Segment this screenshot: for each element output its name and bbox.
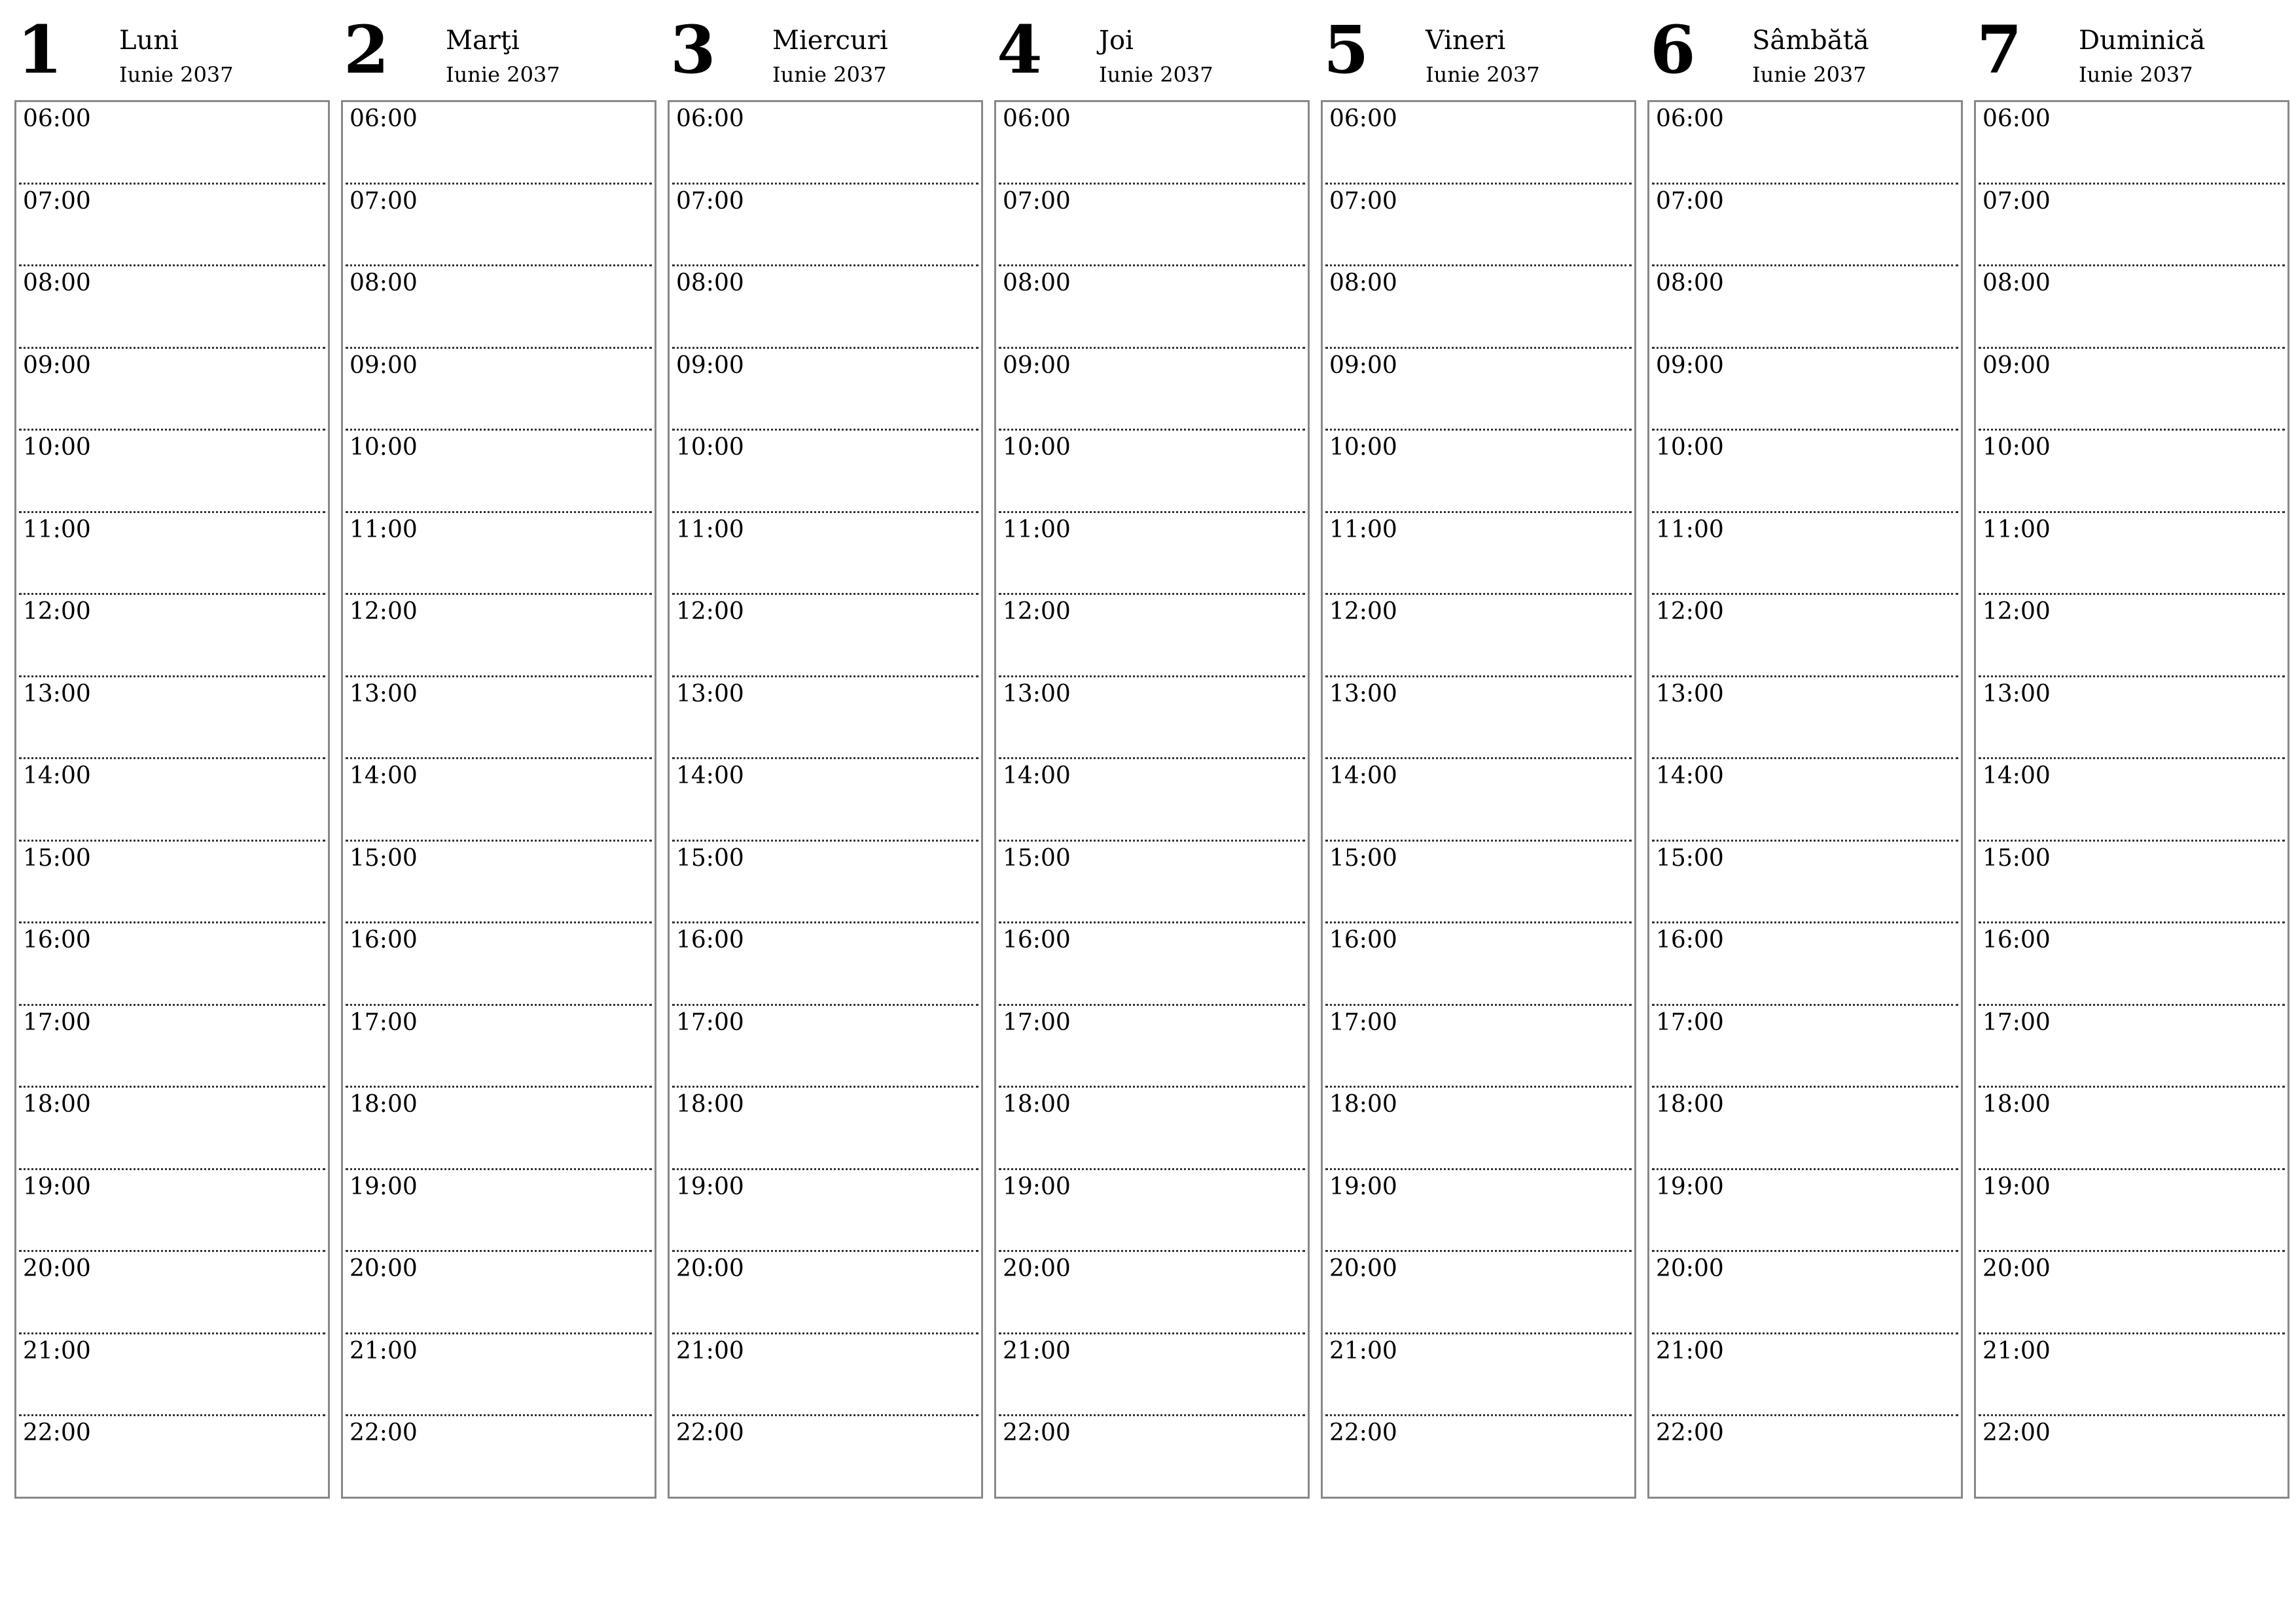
time-label: 14:00 <box>23 762 91 789</box>
time-slot[interactable] <box>16 759 328 842</box>
day-schedule-box <box>341 100 656 1499</box>
day-number: 5 <box>1323 11 1369 88</box>
time-slot[interactable] <box>343 431 655 513</box>
day-column <box>1647 0 1962 1505</box>
time-slot[interactable] <box>1649 185 1961 267</box>
time-slot[interactable] <box>1323 1416 1634 1499</box>
time-label: 19:00 <box>1329 1173 1397 1200</box>
time-label: 09:00 <box>676 351 744 379</box>
time-slot[interactable] <box>1323 349 1634 431</box>
time-slot[interactable] <box>16 923 328 1006</box>
time-label: 15:00 <box>676 844 744 872</box>
time-slot[interactable] <box>1649 431 1961 513</box>
time-slot[interactable] <box>1323 1006 1634 1088</box>
time-slot[interactable] <box>16 513 328 596</box>
day-column <box>14 0 329 1505</box>
time-label: 14:00 <box>676 762 744 789</box>
day-header <box>341 0 655 98</box>
time-label: 17:00 <box>23 1008 91 1036</box>
time-slot[interactable] <box>996 1334 1308 1417</box>
time-slot[interactable] <box>343 185 655 267</box>
time-label: 10:00 <box>1656 434 1724 461</box>
time-label: 19:00 <box>1982 1173 2051 1200</box>
time-slot[interactable] <box>1323 595 1634 677</box>
time-label: 15:00 <box>23 844 91 872</box>
time-label: 18:00 <box>23 1091 91 1118</box>
time-label: 15:00 <box>1982 844 2051 872</box>
time-slot[interactable] <box>1323 1088 1634 1170</box>
day-name: Miercuri <box>772 26 888 56</box>
time-label: 22:00 <box>1982 1419 2051 1446</box>
time-slot[interactable] <box>16 677 328 760</box>
time-label: 15:00 <box>1656 844 1724 872</box>
time-slot[interactable] <box>996 431 1308 513</box>
time-label: 20:00 <box>1656 1255 1724 1282</box>
time-slot[interactable] <box>670 677 981 760</box>
day-number: 4 <box>997 11 1043 88</box>
day-number: 2 <box>344 11 389 88</box>
time-slot[interactable] <box>1976 513 2287 596</box>
time-label: 13:00 <box>1003 680 1071 707</box>
time-label: 18:00 <box>1656 1091 1724 1118</box>
time-label: 16:00 <box>1003 927 1071 954</box>
time-label: 21:00 <box>350 1337 418 1364</box>
time-slot[interactable] <box>670 1416 981 1499</box>
day-header <box>1321 0 1635 98</box>
time-slot[interactable] <box>996 759 1308 842</box>
day-name: Vineri <box>1426 26 1506 56</box>
time-slot[interactable] <box>670 842 981 924</box>
time-slot[interactable] <box>670 1252 981 1334</box>
time-label: 06:00 <box>1329 105 1397 132</box>
time-slot[interactable] <box>16 1416 328 1499</box>
time-slot[interactable] <box>1323 266 1634 349</box>
time-label: 10:00 <box>676 434 744 461</box>
time-label: 13:00 <box>1329 680 1397 707</box>
time-slot[interactable] <box>343 677 655 760</box>
time-slot[interactable] <box>996 677 1308 760</box>
time-slot[interactable] <box>1323 1334 1634 1417</box>
time-slot[interactable] <box>343 1334 655 1417</box>
time-label: 08:00 <box>1982 270 2051 296</box>
time-label: 15:00 <box>350 844 418 872</box>
time-slot[interactable] <box>1649 349 1961 431</box>
time-slot[interactable] <box>1323 842 1634 924</box>
time-slot[interactable] <box>16 102 328 185</box>
time-label: 20:00 <box>676 1255 744 1282</box>
time-slot[interactable] <box>343 923 655 1006</box>
time-slot[interactable] <box>1649 266 1961 349</box>
time-slot[interactable] <box>16 1252 328 1334</box>
time-slot[interactable] <box>670 185 981 267</box>
time-label: 22:00 <box>1656 1419 1724 1446</box>
time-label: 12:00 <box>23 598 91 625</box>
time-label: 07:00 <box>676 187 744 215</box>
time-slot[interactable] <box>16 349 328 431</box>
time-slot[interactable] <box>996 923 1308 1006</box>
time-label: 20:00 <box>350 1255 418 1282</box>
time-slot[interactable] <box>16 842 328 924</box>
time-label: 08:00 <box>1003 270 1071 296</box>
time-slot[interactable] <box>996 1006 1308 1088</box>
time-label: 22:00 <box>1003 1419 1071 1446</box>
time-label: 15:00 <box>1329 844 1397 872</box>
time-label: 22:00 <box>23 1419 91 1446</box>
time-slot[interactable] <box>1649 1416 1961 1499</box>
time-label: 11:00 <box>1003 516 1071 543</box>
time-label: 18:00 <box>1982 1091 2051 1118</box>
time-slot[interactable] <box>670 1170 981 1253</box>
time-slot[interactable] <box>343 266 655 349</box>
day-month: Iunie 2037 <box>446 62 560 87</box>
time-label: 18:00 <box>1329 1091 1397 1118</box>
time-label: 07:00 <box>1003 187 1071 215</box>
time-label: 09:00 <box>23 351 91 379</box>
time-label: 11:00 <box>350 516 418 543</box>
time-slot[interactable] <box>1323 185 1634 267</box>
time-slot[interactable] <box>996 102 1308 185</box>
time-slot[interactable] <box>1649 102 1961 185</box>
time-slot[interactable] <box>1976 1088 2287 1170</box>
time-slot[interactable] <box>1976 1334 2287 1417</box>
time-slot[interactable] <box>343 349 655 431</box>
time-slot[interactable] <box>1323 759 1634 842</box>
day-number: 1 <box>17 11 63 88</box>
day-month: Iunie 2037 <box>1099 62 1213 87</box>
time-slot[interactable] <box>1976 595 2287 677</box>
time-label: 06:00 <box>1982 105 2051 132</box>
day-column <box>668 0 982 1505</box>
time-label: 21:00 <box>1656 1337 1724 1364</box>
time-label: 16:00 <box>1656 927 1724 954</box>
day-column <box>1321 0 1635 1505</box>
day-schedule-box <box>1974 100 2289 1499</box>
day-column <box>341 0 655 1505</box>
time-label: 10:00 <box>23 434 91 461</box>
time-label: 13:00 <box>23 680 91 707</box>
time-label: 06:00 <box>23 105 91 132</box>
time-label: 07:00 <box>1982 187 2051 215</box>
time-label: 11:00 <box>1982 516 2051 543</box>
day-name: Joi <box>1099 26 1134 56</box>
time-slot[interactable] <box>343 1170 655 1253</box>
day-column <box>994 0 1308 1505</box>
time-label: 10:00 <box>1982 434 2051 461</box>
time-slot[interactable] <box>1323 1252 1634 1334</box>
time-label: 11:00 <box>23 516 91 543</box>
time-slot[interactable] <box>1649 677 1961 760</box>
time-label: 12:00 <box>1982 598 2051 625</box>
day-header <box>1974 0 2288 98</box>
time-label: 19:00 <box>350 1173 418 1200</box>
time-slot[interactable] <box>670 759 981 842</box>
time-slot[interactable] <box>343 102 655 185</box>
time-slot[interactable] <box>670 1088 981 1170</box>
time-label: 17:00 <box>350 1008 418 1036</box>
time-label: 10:00 <box>1003 434 1071 461</box>
time-slot[interactable] <box>343 1252 655 1334</box>
day-number: 6 <box>1650 11 1696 88</box>
time-label: 09:00 <box>1982 351 2051 379</box>
time-slot[interactable] <box>1323 1170 1634 1253</box>
time-slot[interactable] <box>1323 513 1634 596</box>
day-column <box>1974 0 2288 1505</box>
time-slot[interactable] <box>1323 677 1634 760</box>
day-name: Luni <box>119 26 179 56</box>
time-slot[interactable] <box>996 595 1308 677</box>
time-slot[interactable] <box>1976 759 2287 842</box>
day-number: 3 <box>670 11 716 88</box>
time-label: 07:00 <box>1329 187 1397 215</box>
time-slot[interactable] <box>1323 431 1634 513</box>
time-slot[interactable] <box>1649 1088 1961 1170</box>
time-label: 22:00 <box>1329 1419 1397 1446</box>
time-label: 17:00 <box>1656 1008 1724 1036</box>
time-slot[interactable] <box>1649 513 1961 596</box>
time-label: 07:00 <box>1656 187 1724 215</box>
time-slot[interactable] <box>996 1170 1308 1253</box>
time-slot[interactable] <box>16 1088 328 1170</box>
time-label: 20:00 <box>23 1255 91 1282</box>
time-slot[interactable] <box>670 349 981 431</box>
day-schedule-box <box>1321 100 1636 1499</box>
time-slot[interactable] <box>343 842 655 924</box>
time-slot[interactable] <box>1976 266 2287 349</box>
time-slot[interactable] <box>1976 1170 2287 1253</box>
time-label: 14:00 <box>1982 762 2051 789</box>
time-slot[interactable] <box>1976 1252 2287 1334</box>
time-slot[interactable] <box>1976 185 2287 267</box>
time-label: 16:00 <box>676 927 744 954</box>
time-label: 16:00 <box>1982 927 2051 954</box>
day-schedule-box <box>668 100 983 1499</box>
time-label: 21:00 <box>1003 1337 1071 1364</box>
time-label: 22:00 <box>676 1419 744 1446</box>
time-label: 18:00 <box>350 1091 418 1118</box>
time-slot[interactable] <box>670 595 981 677</box>
time-label: 16:00 <box>350 927 418 954</box>
time-label: 09:00 <box>350 351 418 379</box>
time-label: 13:00 <box>1982 680 2051 707</box>
day-number: 7 <box>1977 11 2022 88</box>
time-slot[interactable] <box>16 1170 328 1253</box>
time-label: 19:00 <box>1003 1173 1071 1200</box>
time-slot[interactable] <box>1976 1006 2287 1088</box>
time-label: 19:00 <box>1656 1173 1724 1200</box>
time-label: 06:00 <box>350 105 418 132</box>
time-slot[interactable] <box>1649 1006 1961 1088</box>
time-slot[interactable] <box>670 1334 981 1417</box>
time-slot[interactable] <box>670 102 981 185</box>
time-slot[interactable] <box>670 923 981 1006</box>
time-slot[interactable] <box>996 1416 1308 1499</box>
time-label: 12:00 <box>1329 598 1397 625</box>
time-slot[interactable] <box>1649 923 1961 1006</box>
time-slot[interactable] <box>1976 349 2287 431</box>
day-month: Iunie 2037 <box>1426 62 1540 87</box>
time-label: 12:00 <box>1656 598 1724 625</box>
time-label: 16:00 <box>23 927 91 954</box>
time-label: 14:00 <box>1656 762 1724 789</box>
time-slot[interactable] <box>343 595 655 677</box>
time-slot[interactable] <box>1649 1170 1961 1253</box>
time-label: 20:00 <box>1329 1255 1397 1282</box>
time-label: 10:00 <box>1329 434 1397 461</box>
time-label: 13:00 <box>676 680 744 707</box>
time-label: 11:00 <box>676 516 744 543</box>
time-label: 13:00 <box>350 680 418 707</box>
time-label: 14:00 <box>1003 762 1071 789</box>
time-label: 11:00 <box>1656 516 1724 543</box>
time-label: 08:00 <box>1329 270 1397 296</box>
time-label: 20:00 <box>1982 1255 2051 1282</box>
time-label: 12:00 <box>1003 598 1071 625</box>
time-slot[interactable] <box>996 266 1308 349</box>
day-header <box>14 0 329 98</box>
time-label: 12:00 <box>350 598 418 625</box>
time-slot[interactable] <box>670 266 981 349</box>
time-slot[interactable] <box>996 185 1308 267</box>
time-slot[interactable] <box>1976 923 2287 1006</box>
time-label: 17:00 <box>676 1008 744 1036</box>
time-label: 15:00 <box>1003 844 1071 872</box>
time-label: 10:00 <box>350 434 418 461</box>
time-slot[interactable] <box>16 185 328 267</box>
time-label: 08:00 <box>350 270 418 296</box>
time-slot[interactable] <box>1323 923 1634 1006</box>
time-label: 17:00 <box>1982 1008 2051 1036</box>
time-slot[interactable] <box>1976 842 2287 924</box>
time-label: 16:00 <box>1329 927 1397 954</box>
time-slot[interactable] <box>996 349 1308 431</box>
day-header <box>994 0 1308 98</box>
time-label: 20:00 <box>1003 1255 1071 1282</box>
day-name: Marţi <box>446 26 520 56</box>
time-slot[interactable] <box>996 1252 1308 1334</box>
time-label: 19:00 <box>23 1173 91 1200</box>
time-label: 22:00 <box>350 1419 418 1446</box>
time-label: 08:00 <box>676 270 744 296</box>
time-label: 09:00 <box>1656 351 1724 379</box>
day-header <box>668 0 982 98</box>
time-label: 21:00 <box>1329 1337 1397 1364</box>
time-label: 12:00 <box>676 598 744 625</box>
time-label: 18:00 <box>676 1091 744 1118</box>
time-label: 09:00 <box>1003 351 1071 379</box>
time-label: 06:00 <box>1003 105 1071 132</box>
day-month: Iunie 2037 <box>1752 62 1867 87</box>
time-slot[interactable] <box>1649 595 1961 677</box>
day-schedule-box <box>14 100 330 1499</box>
time-slot[interactable] <box>1649 1252 1961 1334</box>
time-slot[interactable] <box>16 1334 328 1417</box>
time-slot[interactable] <box>1976 677 2287 760</box>
time-label: 06:00 <box>1656 105 1724 132</box>
time-slot[interactable] <box>343 1416 655 1499</box>
day-month: Iunie 2037 <box>2079 62 2193 87</box>
time-label: 08:00 <box>1656 270 1724 296</box>
time-slot[interactable] <box>996 1088 1308 1170</box>
time-slot[interactable] <box>670 431 981 513</box>
time-slot[interactable] <box>996 513 1308 596</box>
time-slot[interactable] <box>996 842 1308 924</box>
time-slot[interactable] <box>343 1006 655 1088</box>
day-name: Sâmbătă <box>1752 26 1869 56</box>
time-label: 21:00 <box>676 1337 744 1364</box>
time-label: 08:00 <box>23 270 91 296</box>
time-slot[interactable] <box>1323 102 1634 185</box>
time-slot[interactable] <box>1976 431 2287 513</box>
time-label: 11:00 <box>1329 516 1397 543</box>
time-label: 18:00 <box>1003 1091 1071 1118</box>
day-header <box>1647 0 1962 98</box>
time-slot[interactable] <box>1649 842 1961 924</box>
time-slot[interactable] <box>670 1006 981 1088</box>
time-label: 17:00 <box>1329 1008 1397 1036</box>
time-slot[interactable] <box>343 759 655 842</box>
time-label: 07:00 <box>350 187 418 215</box>
time-label: 17:00 <box>1003 1008 1071 1036</box>
time-label: 06:00 <box>676 105 744 132</box>
time-slot[interactable] <box>343 513 655 596</box>
time-slot[interactable] <box>1649 1334 1961 1417</box>
time-slot[interactable] <box>343 1088 655 1170</box>
time-slot[interactable] <box>1649 759 1961 842</box>
time-label: 14:00 <box>350 762 418 789</box>
time-slot[interactable] <box>1976 102 2287 185</box>
day-name: Duminică <box>2079 26 2206 56</box>
time-label: 09:00 <box>1329 351 1397 379</box>
time-label: 14:00 <box>1329 762 1397 789</box>
time-slot[interactable] <box>1976 1416 2287 1499</box>
time-label: 21:00 <box>23 1337 91 1364</box>
time-label: 13:00 <box>1656 680 1724 707</box>
time-slot[interactable] <box>16 595 328 677</box>
day-month: Iunie 2037 <box>772 62 887 87</box>
time-slot[interactable] <box>16 1006 328 1088</box>
time-label: 07:00 <box>23 187 91 215</box>
time-slot[interactable] <box>16 431 328 513</box>
time-label: 19:00 <box>676 1173 744 1200</box>
day-month: Iunie 2037 <box>119 62 234 87</box>
time-slot[interactable] <box>670 513 981 596</box>
time-label: 21:00 <box>1982 1337 2051 1364</box>
day-schedule-box <box>994 100 1310 1499</box>
time-slot[interactable] <box>16 266 328 349</box>
day-schedule-box <box>1647 100 1963 1499</box>
